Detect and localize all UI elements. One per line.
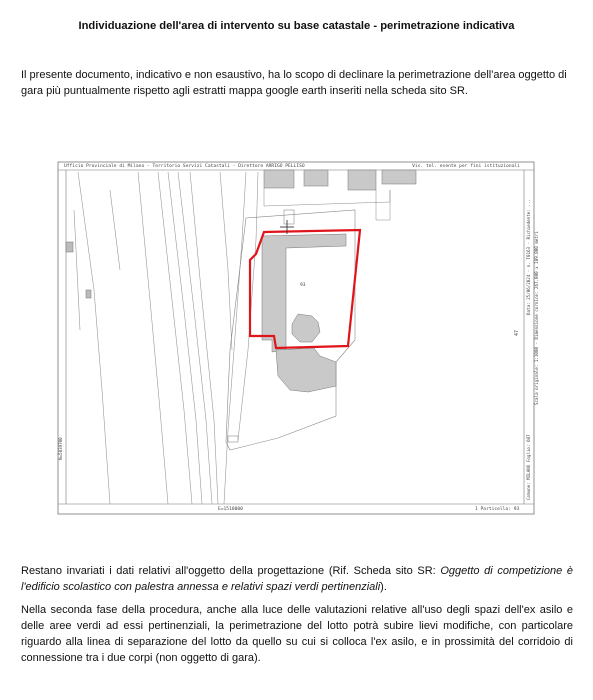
- building-top-3: [348, 170, 376, 190]
- intro-paragraph: Il presente documento, indicativo e non esaustivo, ha lo scopo di declinare la perimetrazione dell'area oggetto di gara più puntualmente rispetto agli estratti mappa google earth inseriti nella scheda sito SR.: [21, 69, 567, 97]
- parcel-number: 93: [300, 283, 306, 288]
- map-right-mid: Scala originale: 1:1000 - Dimensione cornice: 267.000 x 189.000 metri: [534, 231, 539, 405]
- paragraph-2: [21, 563, 573, 595]
- map-block-small-2: [86, 290, 91, 298]
- railway-lines: [74, 172, 258, 504]
- map-header-right: Vis. tel. esente per fini istituzionali: [412, 164, 520, 169]
- map-right-top: Data: 25/06/2024 - n. T0163 - Richiedente: ...: [526, 199, 531, 315]
- ex-asilo-building: [276, 348, 336, 392]
- paragraph-3: Nella seconda fase della procedura, anche alla luce delle valutazioni relative all'uso degli spazi dell'ex asilo e delle aree verdi ad essi pertinenziali, la perimetrazione del lotto potrà subire lievi modifiche, con particolare riguardo alla linea di separazione del lotto da quello su cui si colloca l'ex asilo, e in prossimità del corridoio di connessione tra i due corpi (non oggetto di gara).: [21, 604, 573, 664]
- building-top-1: [264, 170, 294, 188]
- map-block-small-1: [66, 242, 73, 252]
- map-block-small-3: [284, 210, 294, 224]
- map-bottom-coord: E=1518000: [218, 507, 243, 512]
- map-header-left: Ufficio Provinciale di Milano - Territorio Servizi Catastali - Direttore ARRIGO PELLISO: [64, 164, 305, 169]
- building-top-2: [304, 170, 328, 186]
- building-top-4: [382, 170, 416, 184]
- map-right-bottom: Comune: MILANO Foglio: 607: [526, 434, 531, 500]
- paragraph-2-italic: Oggetto di competizione è l'edificio scolastico con palestra annessa e relativi spazi verdi pertinenziali: [21, 565, 573, 593]
- paragraph-2-end: ).: [380, 581, 387, 593]
- page-title: Individuazione dell'area di intervento su base catastale - perimetrazione indicativa: [78, 20, 515, 32]
- map-left-coord: N=5039700: [58, 437, 63, 460]
- cadastral-map: [50, 150, 544, 520]
- map-bottom-right: 1 Particella: 93: [475, 507, 520, 512]
- paragraph-2-text: Restano invariati i dati relativi all'oggetto della progettazione (Rif. Scheda sito SR:: [21, 565, 441, 577]
- map-block-small-4: [228, 436, 238, 442]
- north-label: 47: [514, 329, 520, 336]
- gym-building: [292, 314, 320, 342]
